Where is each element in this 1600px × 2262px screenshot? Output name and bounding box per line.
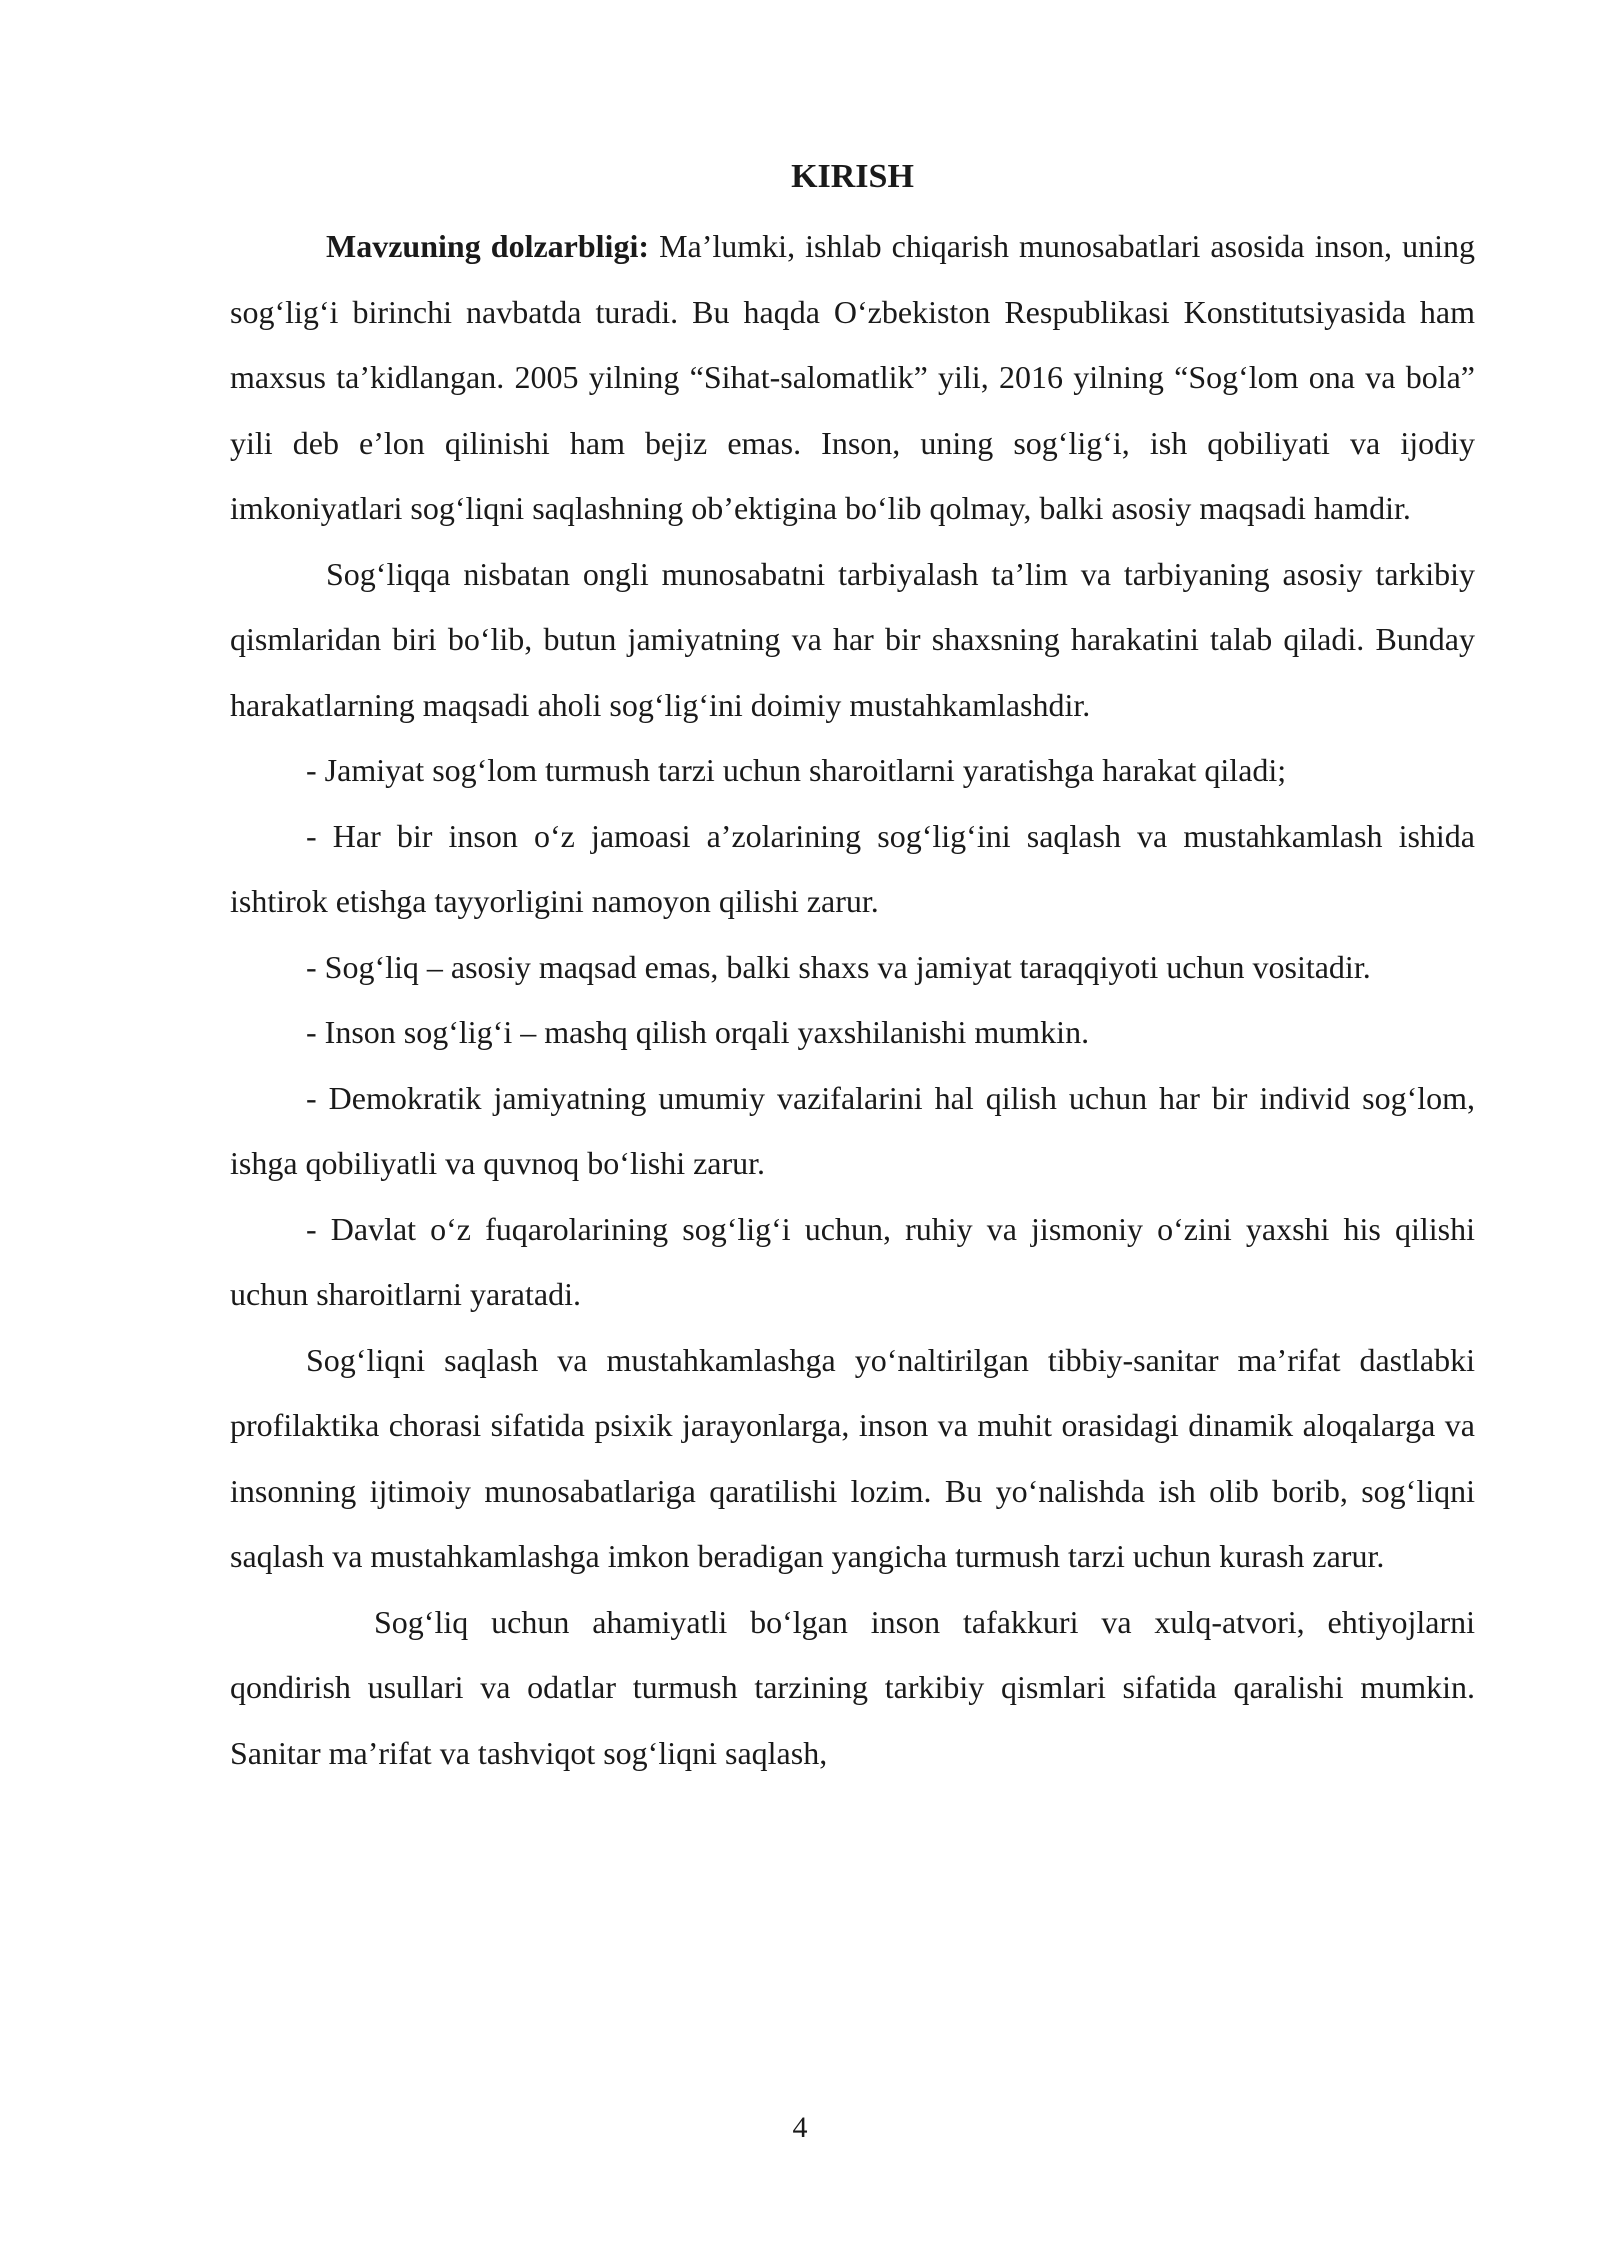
paragraph-lifestyle: Sog‘liq uchun ahamiyatli bo‘lgan inson tafakkuri va xulq-atvori, ehtiyojlarni qondirish usullari va odatlar turmush tarzining tarkibiy qismlari sifatida qaralishi mumkin. Sanitar ma’rifat va tashviqot sog‘liqni saqlash, — [230, 1603, 1475, 1771]
list-item-health-means: - Sog‘liq – asosiy maqsad emas, balki shaxs va jamiyat taraqqiyoti uchun vositadir. — [306, 948, 1371, 985]
list-item-state: - Davlat o‘z fuqarolarining sog‘lig‘i uchun, ruhiy va jismoniy o‘zini yaxshi his qilishi uchun sharoitlarni yaratadi. — [230, 1210, 1475, 1312]
list-item-society: - Jamiyat sog‘lom turmush tarzi uchun sharoitlarni yaratishga harakat qiladi; — [306, 752, 1287, 788]
paragraph-sanitary-education: Sog‘liqni saqlash va mustahkamlashga yo‘naltirilgan tibbiy-sanitar ma’rifat dastlabki profilaktika chorasi sifatida psixik jarayonlarga, inson va muhit orasidagi dinamik aloqalarga va insonning ijtimoiy munosabatlariga qaratilishi lozim. Bu yo‘nalishda ish olib borib, sog‘liqni saqlash va mustahkamlashga imkon beradigan yangicha turmush tarzi uchun kurash zarur. — [230, 1341, 1475, 1574]
section-heading: KIRISH — [791, 158, 914, 195]
document-page — [230, 150, 1475, 1786]
paragraph-text: Ma’lumki, ishlab chiqarish munosabatlari asosida inson, uning sog‘lig‘i birinchi navbatda turadi. Bu haqda O‘zbekiston Respublikasi Konstitutsiyasida ham maxsus ta’kidlangan. 2005 yilning “Sihat-salomatlik” yili, 2016 yilning “Sog‘lom ona va bola” yili deb e’lon qilinishi ham bejiz emas. Inson, uning sog‘lig‘i, ish qobiliyati va ijodiy imkoniyatlari sog‘liqni saqlashning ob’ektigina bo‘lib qolmay, balki asosiy maqsadi hamdir. — [230, 228, 1476, 526]
page-number: 4 — [792, 2111, 808, 2144]
paragraph-health-attitude: Sog‘liqqa nisbatan ongli munosabatni tarbiyalash ta’lim va tarbiyaning asosiy tarkibiy qismlaridan biri bo‘lib, butun jamiyatning va har bir shaxsning harakatini talab qiladi. Bunday harakatlarning maqsadi aholi sog‘lig‘ini doimiy mustahkamlashdir. — [230, 555, 1475, 723]
paragraph-lead: Mavzuning dolzarbligi: — [326, 228, 649, 264]
list-item-exercise: - Inson sog‘lig‘i – mashq qilish orqali yaxshilanishi mumkin. — [306, 1014, 1090, 1050]
list-item-every-person: - Har bir inson o‘z jamoasi a’zolarining sog‘lig‘ini saqlash va mustahkamlash ishida ishtirok etishga tayyorligini namoyon qilishi zarur. — [230, 817, 1475, 919]
list-item-democratic-society: - Demokratik jamiyatning umumiy vazifalarini hal qilish uchun har bir individ sog‘lom, ishga qobiliyatli va quvnoq bo‘lishi zarur. — [230, 1079, 1475, 1181]
paragraph-relevance — [230, 214, 1475, 542]
